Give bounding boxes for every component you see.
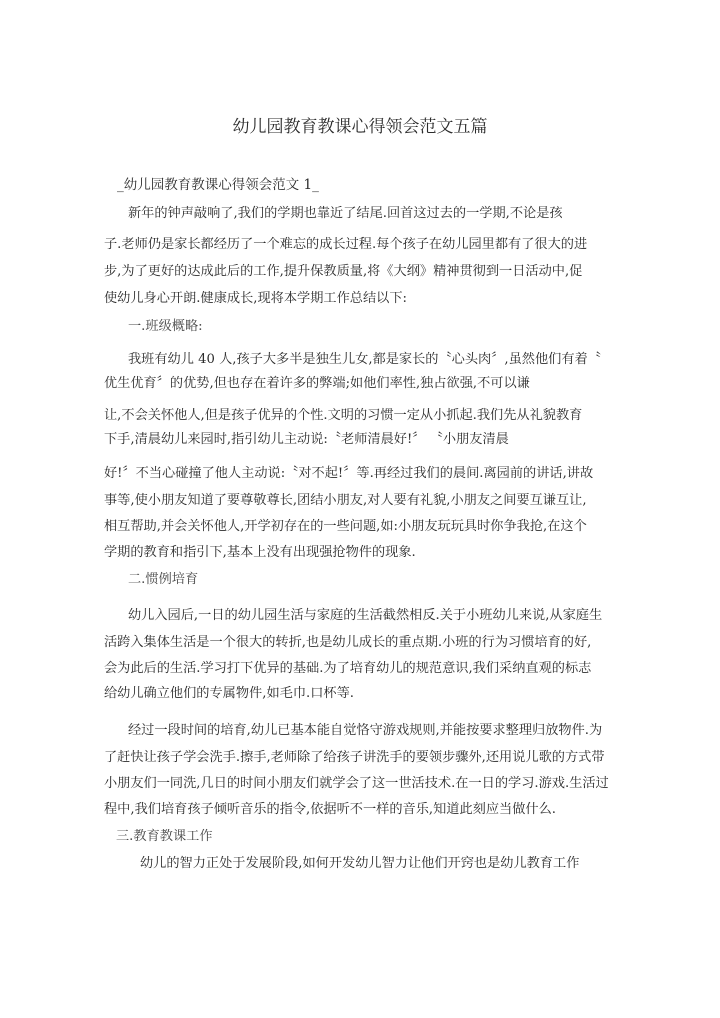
paragraph-line: 新年的钟声敲响了,我们的学期也靠近了结尾.回首这过去的一学期,不论是孩 [128, 206, 563, 221]
paragraph-line: 子.老师仍是家长都经历了一个难忘的成长过程.每个孩子在幼儿园里都有了很大的进 [104, 237, 588, 252]
paragraph-line: 了赶快让孩子学会洗手.擦手,老师除了给孩子讲洗手的要领步骤外,还用说儿歌的方式带 [104, 750, 605, 765]
paragraph-line: 学期的教育和指引下,基本上没有出现强抢物件的现象. [104, 545, 416, 560]
paragraph-line: 相互帮助,并会关怀他人,开学初存在的一些问题,如:小朋友玩玩具时你争我抢,在这个 [104, 519, 587, 534]
section-heading: 一.班级概略: [128, 319, 203, 334]
section-heading: 三.教育教课工作 [116, 829, 213, 844]
paragraph-line: 使幼儿身心开朗.健康成长,现将本学期工作总结以下: [104, 291, 407, 306]
paragraph-line: 会为此后的生活.学习打下优异的基础.为了培育幼儿的规范意识,我们采纳直观的标志 [104, 661, 592, 676]
paragraph-line: 我班有幼儿 40 人,孩子大多半是独生儿女,都是家长的〝心头肉〞,虽然他们有着〝 [128, 352, 601, 367]
paragraph-line: 步,为了更好的达成此后的工作,提升保教质量,将《大纲》精神贯彻到一日活动中,促 [104, 264, 583, 279]
paragraph-line: 幼儿入园后,一日的幼儿园生活与家庭的生活截然相反.关于小班幼儿来说,从家庭生 [128, 608, 603, 623]
paragraph-line: 优生优育〞的优势,但也存在着许多的弊端;如他们率性,独占欲强,不可以谦 [104, 376, 530, 391]
section-heading: 二.惯例培育 [128, 572, 199, 587]
section-subtitle: _幼儿园教育教课心得领会范文 1_ [117, 177, 319, 193]
paragraph-line: 活跨入集体生活是一个很大的转折,也是幼儿成长的重点期.小班的行为习惯培育的好, [104, 635, 592, 650]
paragraph-line: 程中,我们培育孩子倾听音乐的指令,依据听不一样的音乐,知道此刻应当做什么. [104, 802, 556, 817]
paragraph-line: 下手,清晨幼儿来园时,指引幼儿主动说:〝老师清晨好!〞 〝小朋友清晨 [104, 432, 509, 447]
paragraph-line: 事等,使小朋友知道了要尊敬尊长,团结小朋友,对人要有礼貌,小朋友之间要互谦互让, [104, 493, 587, 508]
paragraph-line: 让,不会关怀他人,但是孩子优异的个性.文明的习惯一定从小抓起.我们先从礼貌教育 [104, 408, 583, 423]
page-title: 幼儿园教育教课心得领会范文五篇 [232, 117, 488, 137]
paragraph-line: 幼儿的智力正处于发展阶段,如何开发幼儿智力让他们开窍也是幼儿教育工作 [140, 856, 580, 871]
paragraph-line: 给幼儿确立他们的专属物件,如毛巾.口杯等. [104, 686, 354, 701]
paragraph-line: 好!〞不当心碰撞了他人主动说:〝对不起!〞等.再经过我们的晨间.离园前的讲话,讲故 [104, 466, 594, 481]
paragraph-line: 经过一段时间的培育,幼儿已基本能自觉恪守游戏规则,并能按要求整理归放物件.为 [128, 723, 603, 738]
paragraph-line: 小朋友们一同洗,几日的时间小朋友们就学会了这一世活技术.在一日的学习.游戏.生活过 [104, 776, 609, 791]
